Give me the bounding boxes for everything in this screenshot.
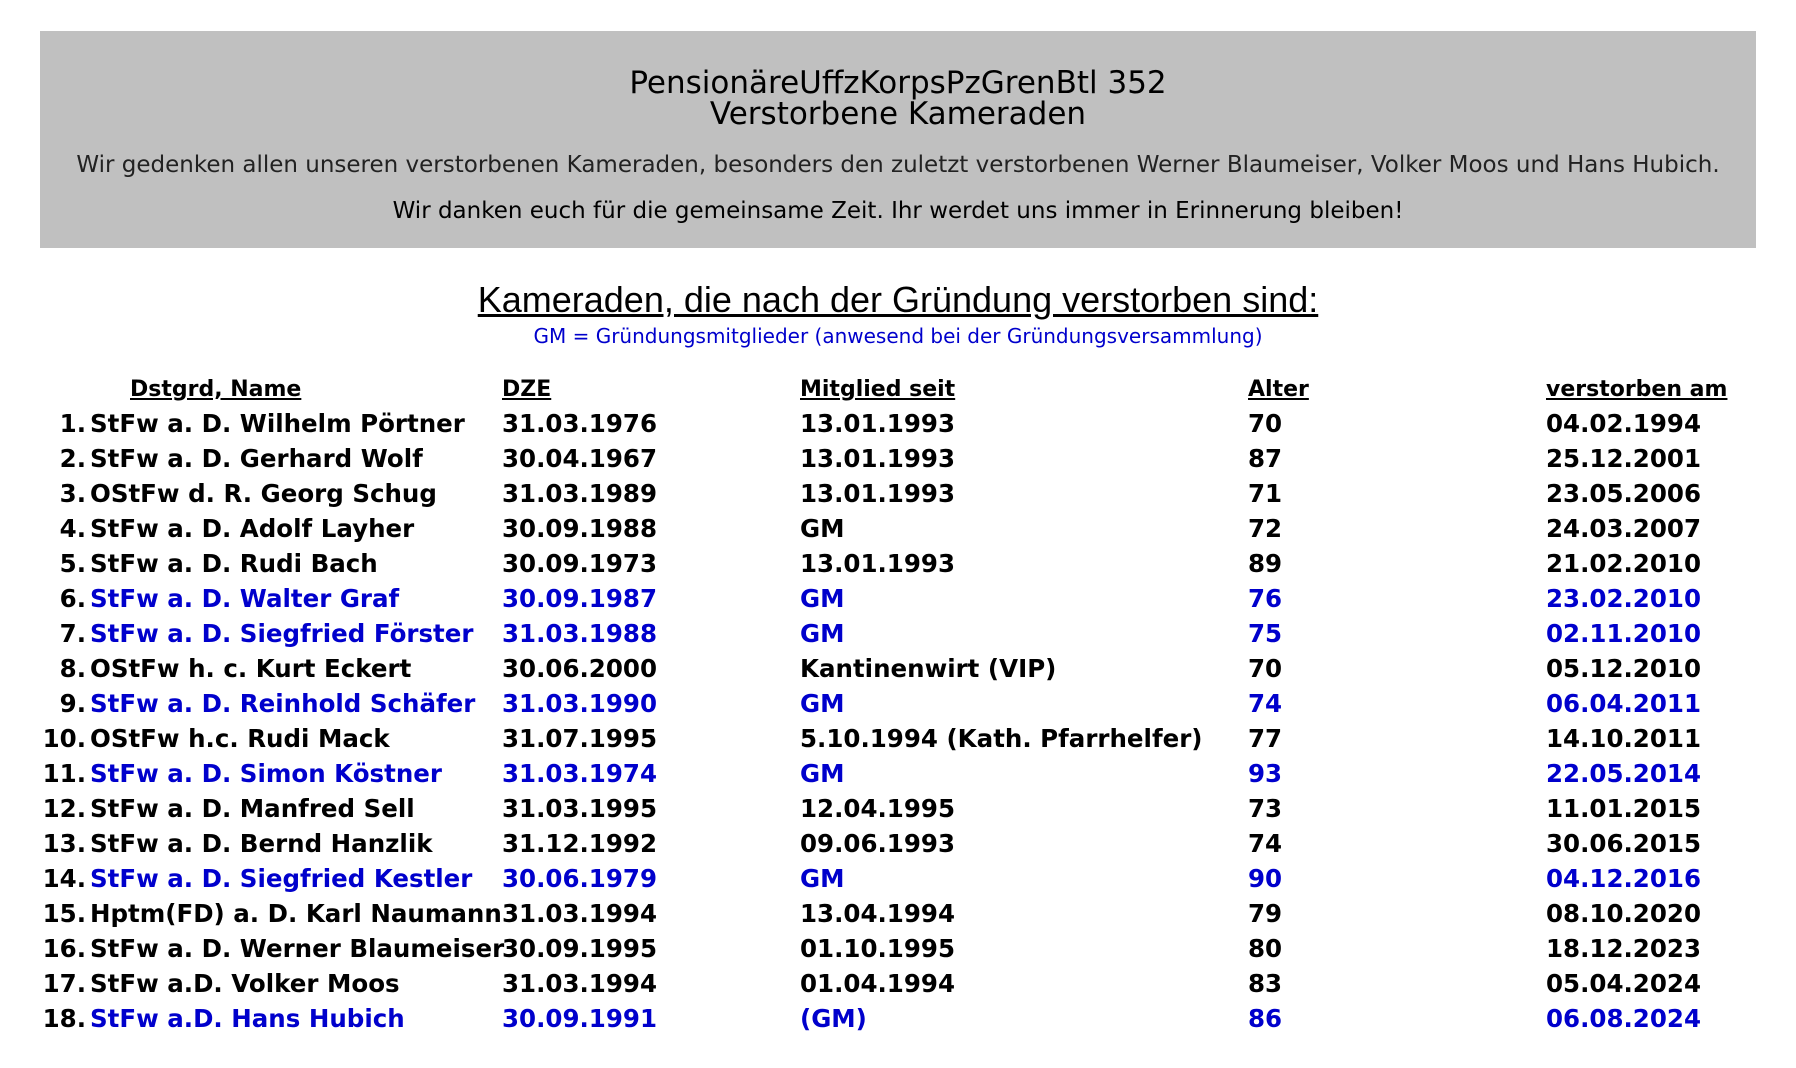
row-name: StFw a. D. Walter Graf bbox=[90, 584, 400, 613]
row-number: 7. bbox=[59, 619, 86, 648]
table-row bbox=[0, 1001, 1796, 1036]
row-dze: 30.06.1979 bbox=[502, 864, 657, 893]
row-member-since: 13.01.1993 bbox=[800, 444, 955, 473]
row-name: StFw a.D. Hans Hubich bbox=[90, 1004, 405, 1033]
row-number: 9. bbox=[59, 689, 86, 718]
table-row bbox=[0, 721, 1796, 756]
row-name: StFw a. D. Siegfried Förster bbox=[90, 619, 474, 648]
row-died: 05.04.2024 bbox=[1546, 969, 1701, 998]
row-member-since: 13.01.1993 bbox=[800, 479, 955, 508]
row-age: 73 bbox=[1248, 794, 1283, 823]
row-died: 06.08.2024 bbox=[1546, 1004, 1701, 1033]
row-age: 75 bbox=[1248, 619, 1283, 648]
row-member-since: (GM) bbox=[800, 1004, 867, 1033]
row-number: 14. bbox=[42, 864, 86, 893]
table-row bbox=[0, 791, 1796, 826]
row-dze: 30.09.1991 bbox=[502, 1004, 657, 1033]
row-age: 79 bbox=[1248, 899, 1283, 928]
row-died: 23.02.2010 bbox=[1546, 584, 1701, 613]
memorial-banner bbox=[40, 31, 1756, 248]
row-age: 74 bbox=[1248, 689, 1283, 718]
row-died: 14.10.2011 bbox=[1546, 724, 1701, 753]
row-died: 23.05.2006 bbox=[1546, 479, 1701, 508]
header-age: Alter bbox=[1248, 377, 1309, 402]
header-name: Dstgrd, Name bbox=[130, 377, 302, 402]
row-name: StFw a. D. Bernd Hanzlik bbox=[90, 829, 433, 858]
row-name: OStFw h. c. Kurt Eckert bbox=[90, 654, 412, 683]
row-dze: 30.09.1988 bbox=[502, 514, 657, 543]
row-died: 30.06.2015 bbox=[1546, 829, 1701, 858]
row-member-since: GM bbox=[800, 584, 845, 613]
row-number: 15. bbox=[42, 899, 86, 928]
row-member-since: 13.01.1993 bbox=[800, 549, 955, 578]
row-name: StFw a. D. Wilhelm Pörtner bbox=[90, 409, 465, 438]
row-member-since: GM bbox=[800, 759, 845, 788]
row-age: 93 bbox=[1248, 759, 1283, 788]
row-member-since: 01.04.1994 bbox=[800, 969, 955, 998]
header-member-since: Mitglied seit bbox=[800, 377, 956, 402]
table-row bbox=[0, 756, 1796, 791]
row-died: 22.05.2014 bbox=[1546, 759, 1701, 788]
memorial-text: Wir gedenken allen unseren verstorbenen Kameraden, besonders den zuletzt verstorbenen Werner Blaumeiser, Volker Moos und Hans Hubich. bbox=[76, 152, 1720, 178]
row-dze: 31.03.1994 bbox=[502, 899, 657, 928]
row-member-since: GM bbox=[800, 619, 845, 648]
row-number: 5. bbox=[59, 549, 86, 578]
row-dze: 31.03.1994 bbox=[502, 969, 657, 998]
row-dze: 31.03.1989 bbox=[502, 479, 657, 508]
row-number: 6. bbox=[59, 584, 86, 613]
row-name: StFw a. D. Gerhard Wolf bbox=[90, 444, 423, 473]
banner-title: PensionäreUffzKorpsPzGrenBtl 352 bbox=[629, 65, 1167, 101]
table-row bbox=[0, 651, 1796, 686]
table-row bbox=[0, 931, 1796, 966]
row-age: 77 bbox=[1248, 724, 1283, 753]
row-dze: 30.09.1995 bbox=[502, 934, 657, 963]
row-name: StFw a. D. Manfred Sell bbox=[90, 794, 415, 823]
table-row bbox=[0, 546, 1796, 581]
row-dze: 31.03.1995 bbox=[502, 794, 657, 823]
row-age: 83 bbox=[1248, 969, 1283, 998]
row-age: 87 bbox=[1248, 444, 1283, 473]
row-dze: 30.09.1973 bbox=[502, 549, 657, 578]
row-died: 25.12.2001 bbox=[1546, 444, 1701, 473]
row-age: 89 bbox=[1248, 549, 1283, 578]
row-name: StFw a. D. Rudi Bach bbox=[90, 549, 378, 578]
row-number: 4. bbox=[59, 514, 86, 543]
row-name: StFw a. D. Adolf Layher bbox=[90, 514, 415, 543]
row-number: 16. bbox=[42, 934, 86, 963]
row-number: 13. bbox=[42, 829, 86, 858]
row-member-since: GM bbox=[800, 864, 845, 893]
row-died: 21.02.2010 bbox=[1546, 549, 1701, 578]
row-name: Hptm(FD) a. D. Karl Naumann bbox=[90, 899, 502, 928]
row-member-since: GM bbox=[800, 689, 845, 718]
row-died: 04.12.2016 bbox=[1546, 864, 1701, 893]
row-age: 71 bbox=[1248, 479, 1283, 508]
row-number: 12. bbox=[42, 794, 86, 823]
row-dze: 30.09.1987 bbox=[502, 584, 657, 613]
row-number: 8. bbox=[59, 654, 86, 683]
row-number: 11. bbox=[42, 759, 86, 788]
row-age: 90 bbox=[1248, 864, 1283, 893]
table-row bbox=[0, 581, 1796, 616]
row-member-since: Kantinenwirt (VIP) bbox=[800, 654, 1057, 683]
table-row bbox=[0, 406, 1796, 441]
row-number: 18. bbox=[42, 1004, 86, 1033]
row-member-since: GM bbox=[800, 514, 845, 543]
row-age: 76 bbox=[1248, 584, 1283, 613]
row-number: 3. bbox=[59, 479, 86, 508]
row-name: StFw a. D. Werner Blaumeiser bbox=[90, 934, 505, 963]
row-name: StFw a. D. Simon Köstner bbox=[90, 759, 442, 788]
row-number: 1. bbox=[59, 409, 86, 438]
row-age: 70 bbox=[1248, 409, 1283, 438]
row-name: StFw a.D. Volker Moos bbox=[90, 969, 400, 998]
table-row bbox=[0, 826, 1796, 861]
row-name: StFw a. D. Siegfried Kestler bbox=[90, 864, 473, 893]
row-number: 10. bbox=[42, 724, 86, 753]
table-row bbox=[0, 896, 1796, 931]
row-member-since: 01.10.1995 bbox=[800, 934, 955, 963]
row-member-since: 13.01.1993 bbox=[800, 409, 955, 438]
table-row bbox=[0, 861, 1796, 896]
row-member-since: 5.10.1994 (Kath. Pfarrhelfer) bbox=[800, 724, 1203, 753]
row-member-since: 13.04.1994 bbox=[800, 899, 955, 928]
row-dze: 31.03.1988 bbox=[502, 619, 657, 648]
row-number: 17. bbox=[42, 969, 86, 998]
table-row bbox=[0, 686, 1796, 721]
row-died: 06.04.2011 bbox=[1546, 689, 1701, 718]
row-dze: 30.04.1967 bbox=[502, 444, 657, 473]
deceased-list bbox=[0, 406, 1796, 1036]
table-row bbox=[0, 966, 1796, 1001]
header-died: verstorben am bbox=[1546, 377, 1728, 402]
banner-subtitle: Verstorbene Kameraden bbox=[709, 96, 1087, 132]
row-died: 18.12.2023 bbox=[1546, 934, 1701, 963]
row-name: OStFw h.c. Rudi Mack bbox=[90, 724, 390, 753]
row-dze: 31.07.1995 bbox=[502, 724, 657, 753]
row-dze: 31.03.1974 bbox=[502, 759, 657, 788]
table-row bbox=[0, 441, 1796, 476]
row-member-since: 09.06.1993 bbox=[800, 829, 955, 858]
row-died: 11.01.2015 bbox=[1546, 794, 1701, 823]
row-age: 80 bbox=[1248, 934, 1283, 963]
row-dze: 31.03.1976 bbox=[502, 409, 657, 438]
row-died: 04.02.1994 bbox=[1546, 409, 1701, 438]
table-row bbox=[0, 476, 1796, 511]
section-title: Kameraden, die nach der Gründung verstorben sind: bbox=[477, 279, 1319, 320]
row-dze: 31.12.1992 bbox=[502, 829, 657, 858]
row-number: 2. bbox=[59, 444, 86, 473]
row-dze: 30.06.2000 bbox=[502, 654, 657, 683]
row-age: 70 bbox=[1248, 654, 1283, 683]
table-row bbox=[0, 616, 1796, 651]
row-age: 74 bbox=[1248, 829, 1283, 858]
row-died: 05.12.2010 bbox=[1546, 654, 1701, 683]
row-name: StFw a. D. Reinhold Schäfer bbox=[90, 689, 476, 718]
row-member-since: 12.04.1995 bbox=[800, 794, 955, 823]
section-subtitle: GM = Gründungsmitglieder (anwesend bei der Gründungsversammlung) bbox=[533, 324, 1263, 348]
thanks-text: Wir danken euch für die gemeinsame Zeit. Ihr werdet uns immer in Erinnerung bleiben! bbox=[392, 198, 1404, 224]
row-died: 24.03.2007 bbox=[1546, 514, 1701, 543]
row-age: 86 bbox=[1248, 1004, 1283, 1033]
row-dze: 31.03.1990 bbox=[502, 689, 657, 718]
row-name: OStFw d. R. Georg Schug bbox=[90, 479, 437, 508]
row-age: 72 bbox=[1248, 514, 1283, 543]
header-dze: DZE bbox=[502, 377, 552, 402]
table-row bbox=[0, 511, 1796, 546]
row-died: 08.10.2020 bbox=[1546, 899, 1701, 928]
row-died: 02.11.2010 bbox=[1546, 619, 1701, 648]
